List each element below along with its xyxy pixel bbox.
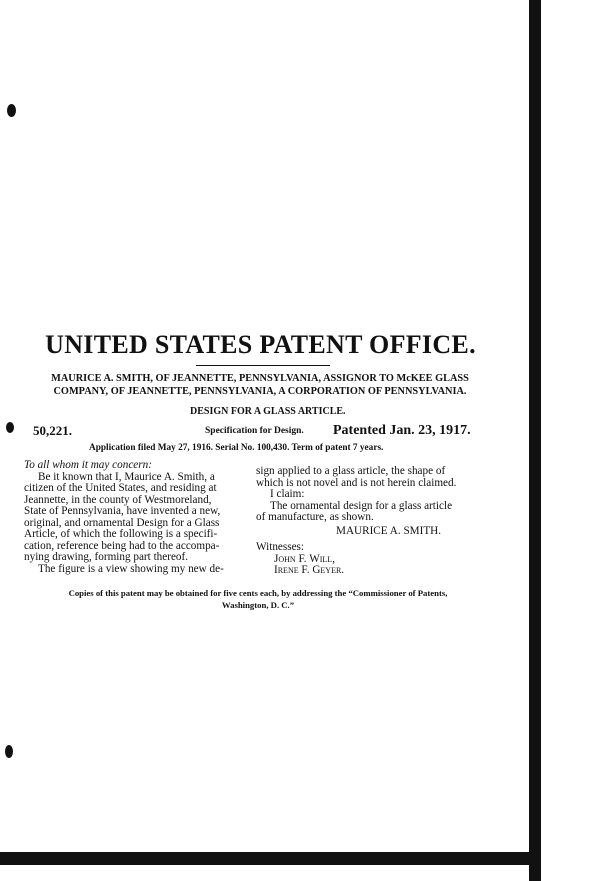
copies-line: Washington, D. C.” — [221, 599, 295, 610]
witnesses-label: Witnesses: — [256, 541, 305, 553]
punch-hole-mark — [6, 422, 14, 433]
salutation: To all whom it may concern: — [24, 459, 152, 471]
punch-hole-mark — [5, 745, 13, 758]
body-line: sign applied to a glass article, the shape of — [256, 465, 446, 477]
body-line: Be it known that I, Maurice A. Smith, a — [38, 470, 215, 483]
inventor-line: COMPANY, OF JEANNETTE, PENNSYLVANIA, A CORPORATION OF PENNSYLVANIA. — [53, 386, 467, 397]
witness-name: Irene F. Geyer. — [274, 564, 345, 576]
inventor-line: MAURICE A. SMITH, OF JEANNETTE, PENNSYLVANIA, ASSIGNOR TO McKEE GLASS — [51, 373, 469, 384]
spec-label: Specification for Design. — [205, 426, 304, 436]
body-line: cation, reference being had to the accompa- — [24, 539, 220, 552]
design-title: DESIGN FOR A GLASS ARTICLE. — [190, 406, 346, 417]
body-line: original, and ornamental Design for a Glass — [24, 516, 220, 529]
witness-name: John F. Will, — [274, 552, 335, 565]
punch-hole-mark — [7, 104, 16, 117]
copies-notice — [28, 588, 488, 611]
body-line: Article, of which the following is a specifi- — [24, 528, 218, 540]
scan-edge-right — [529, 0, 541, 881]
patent-number: 50,221. — [33, 423, 72, 438]
body-line: State of Pennsylvania, have invented a new, — [24, 505, 221, 517]
heading-rule — [196, 365, 330, 366]
left-column — [24, 460, 246, 575]
body-line: citizen of the United States, and residing at — [24, 482, 217, 494]
patent-date: Patented Jan. 23, 1917. — [333, 423, 471, 438]
office-heading: UNITED STATES PATENT OFFICE. — [45, 330, 476, 359]
claim-line: The ornamental design for a glass article — [270, 499, 453, 512]
scan-edge-bottom — [0, 852, 541, 865]
body-line: nying drawing, forming part thereof. — [24, 551, 189, 563]
body-line: The figure is a view showing my new de- — [38, 562, 224, 575]
claim-label: I claim: — [270, 488, 305, 500]
copies-line: Copies of this patent may be obtained for five cents each, by addressing the “Commissioner of Patents, — [68, 588, 448, 598]
inventor-signature: MAURICE A. SMITH. — [336, 524, 442, 537]
right-column — [256, 466, 486, 577]
claim-line: of manufacture, as shown. — [256, 511, 374, 523]
body-line: Jeannette, in the county of Westmoreland, — [24, 493, 212, 506]
application-line: Application filed May 27, 1916. Serial No. 100,430. Term of patent 7 years. — [89, 443, 384, 453]
body-line: which is not novel and is not herein claimed. — [256, 476, 457, 489]
